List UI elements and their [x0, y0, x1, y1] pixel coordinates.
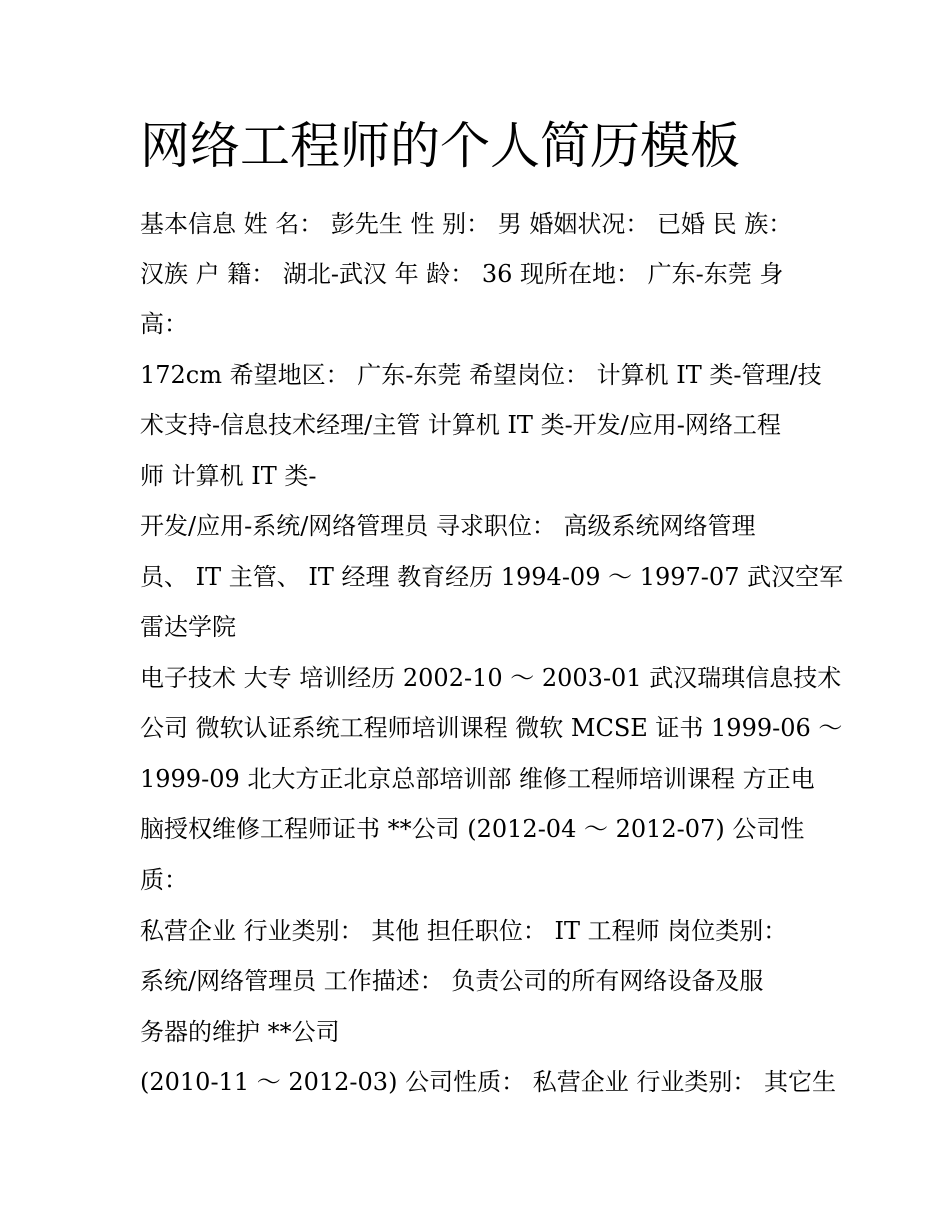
body-line: 公司 微软认证系统工程师培训课程 微软 MCSE 证书 1999-06 ～	[140, 714, 843, 742]
body-line: 务器的维护 **公司	[140, 1018, 340, 1046]
body-line: 脑授权维修工程师证书 **公司 (2012-04 ～ 2012-07) 公司性	[140, 815, 805, 843]
body-line: 质：	[140, 866, 188, 894]
body-line: (2010-11 ～ 2012-03) 公司性质： 私营企业 行业类别： 其它生	[140, 1068, 836, 1096]
body-line: 开发/应用-系统/网络管理员 寻求职位： 高级系统网络管理	[140, 512, 756, 540]
body-line: 172cm 希望地区： 广东-东莞 希望岗位： 计算机 IT 类-管理/技	[140, 361, 822, 389]
body-line: 系统/网络管理员 工作描述： 负责公司的所有网络设备及服	[140, 967, 764, 995]
body-line: 1999-09 北大方正北京总部培训部 维修工程师培训课程 方正电	[140, 765, 815, 793]
body-line: 雷达学院	[140, 613, 236, 641]
document-title: 网络工程师的个人简历模板	[140, 117, 740, 175]
body-line: 师 计算机 IT 类-	[140, 462, 317, 490]
body-line: 员、 IT 主管、 IT 经理 教育经历 1994-09 ～ 1997-07 武汉空军	[140, 563, 844, 591]
body-line: 基本信息 姓 名： 彭先生 性 别： 男 婚姻状况： 已婚 民 族：	[140, 210, 793, 238]
body-line: 电子技术 大专 培训经历 2002-10 ～ 2003-01 武汉瑞琪信息技术	[140, 664, 842, 692]
body-line: 汉族 户 籍： 湖北-武汉 年 龄： 36 现所在地： 广东-东莞 身	[140, 260, 784, 288]
body-line: 高：	[140, 310, 188, 338]
body-line: 私营企业 行业类别： 其他 担任职位： IT 工程师 岗位类别：	[140, 917, 788, 945]
body-line: 术支持-信息技术经理/主管 计算机 IT 类-开发/应用-网络工程	[140, 411, 781, 439]
